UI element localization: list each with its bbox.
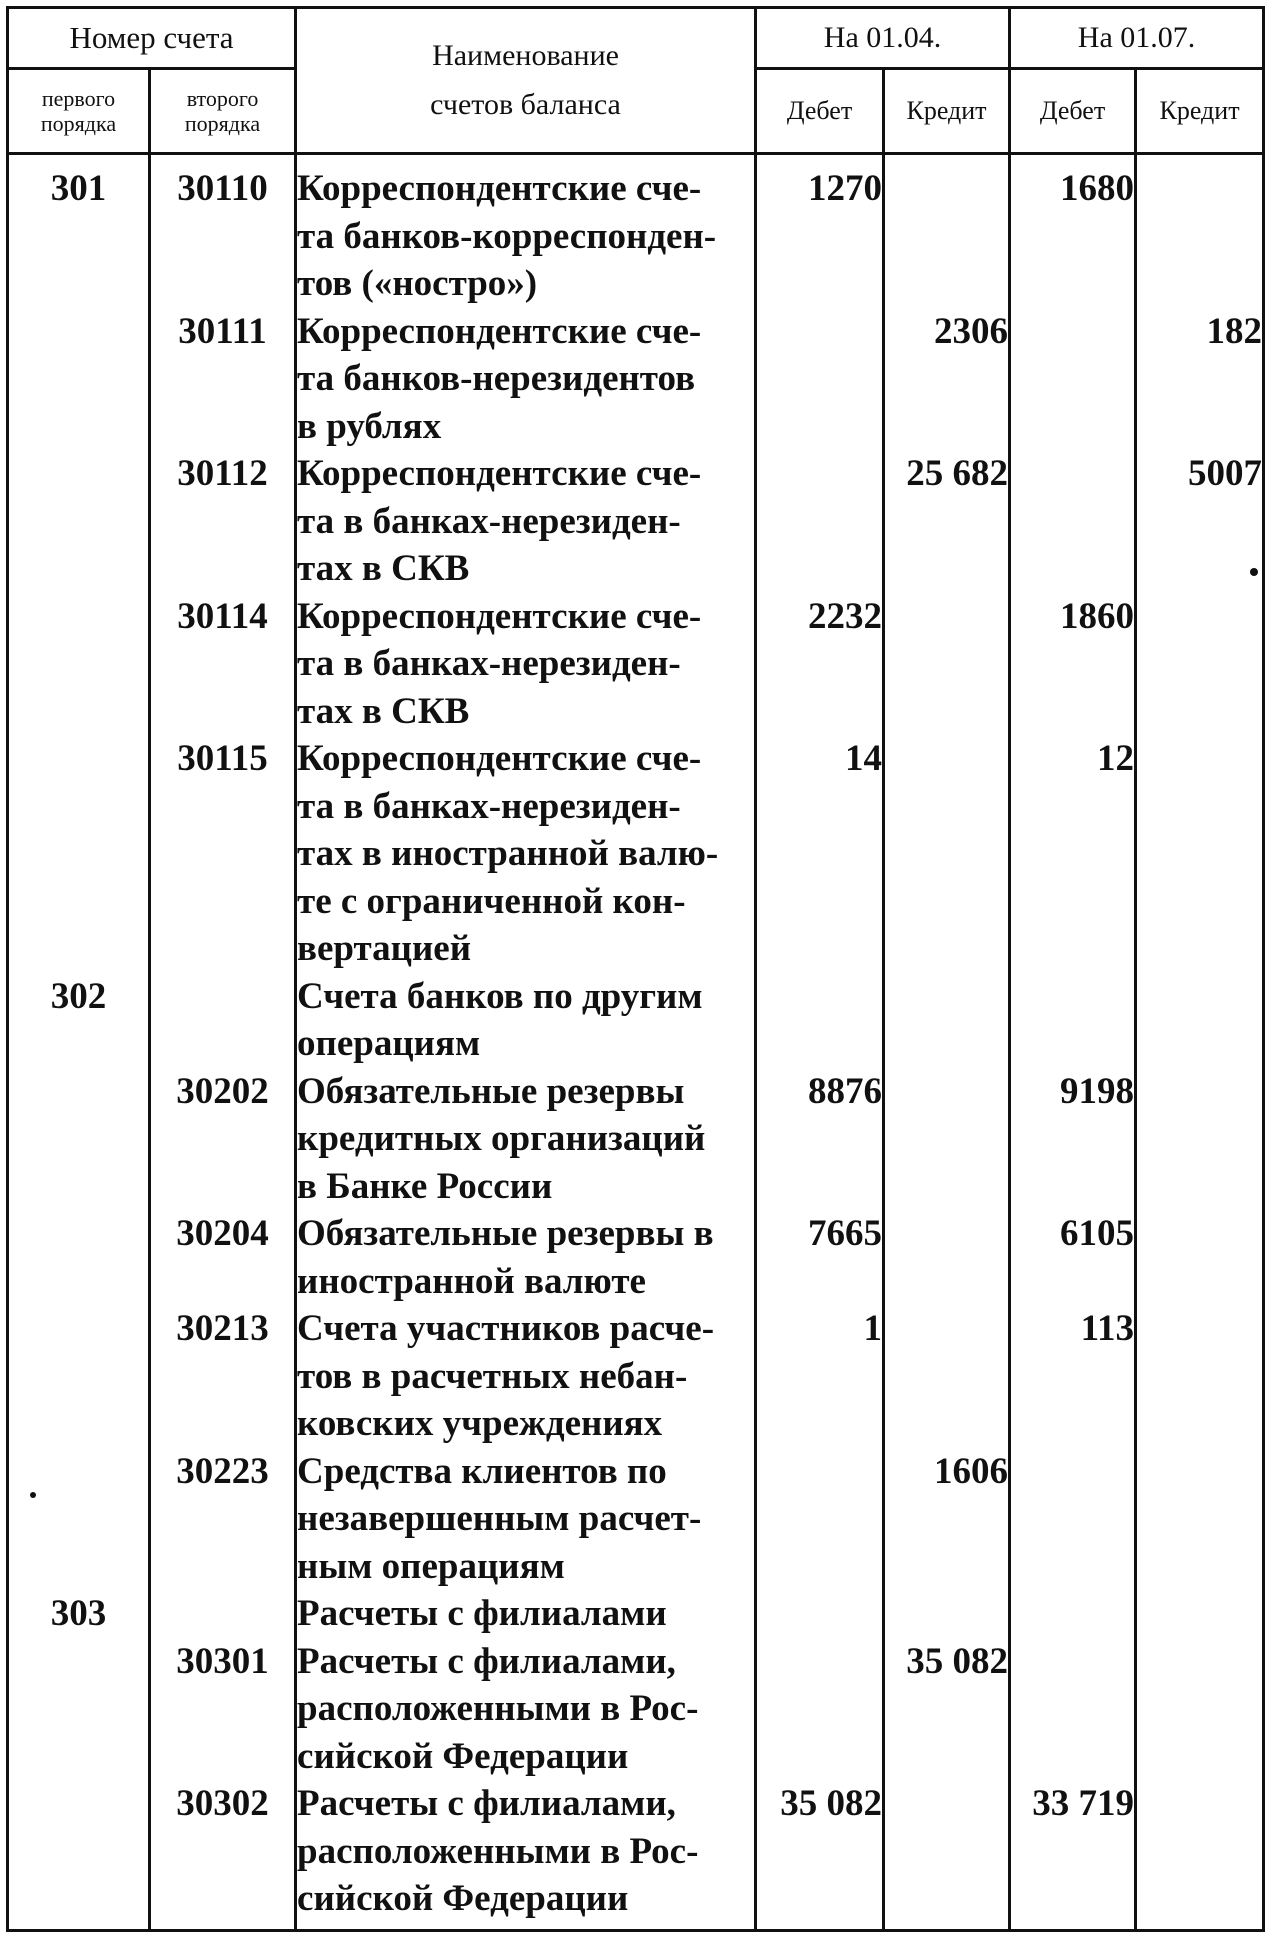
debit-p1 bbox=[756, 1590, 884, 1638]
debit-p2: 12 bbox=[1010, 735, 1136, 973]
table-header bbox=[8, 8, 1264, 154]
credit-p2 bbox=[1136, 154, 1264, 308]
account-name bbox=[296, 154, 756, 308]
account-name-header bbox=[296, 8, 756, 154]
table-row bbox=[8, 450, 1264, 593]
debit-p1: 7665 bbox=[756, 1210, 884, 1305]
credit-p1: 2306 bbox=[884, 308, 1010, 451]
debit-p2: 1860 bbox=[1010, 593, 1136, 736]
account-name-line: Счета банков по другим bbox=[297, 975, 703, 1017]
account-name-line: та банков-нерезидентов bbox=[297, 358, 696, 399]
debit-p1: 1 bbox=[756, 1305, 884, 1448]
table-row bbox=[8, 1590, 1264, 1638]
table-row bbox=[8, 593, 1264, 736]
account-name bbox=[296, 308, 756, 451]
credit-p1 bbox=[884, 1590, 1010, 1638]
account-name-line: та банков-корреспонден- bbox=[297, 215, 717, 257]
debit-p1 bbox=[756, 1638, 884, 1781]
table-row bbox=[8, 1448, 1264, 1591]
account-name-line: ным операциям bbox=[297, 1545, 565, 1587]
table-row bbox=[8, 308, 1264, 451]
debit-p1 bbox=[756, 308, 884, 451]
debit-p2 bbox=[1010, 1590, 1136, 1638]
second-order-account: 30112 bbox=[150, 450, 296, 593]
debit-header-p2: Дебет bbox=[1010, 69, 1136, 154]
second-order-account: 30114 bbox=[150, 593, 296, 736]
account-name bbox=[296, 1068, 756, 1211]
credit-p1 bbox=[884, 1068, 1010, 1211]
table-row bbox=[8, 1780, 1264, 1930]
account-name-line: вертацией bbox=[297, 928, 472, 969]
first-order-line: первого bbox=[41, 85, 116, 111]
second-order-header bbox=[150, 69, 296, 154]
account-name-header-line: Наименование bbox=[432, 39, 619, 72]
account-name-line: иностранной валюте bbox=[297, 1260, 646, 1302]
credit-p2 bbox=[1136, 593, 1264, 736]
second-order-account bbox=[150, 1590, 296, 1638]
second-order-account: 30302 bbox=[150, 1780, 296, 1930]
debit-p1: 8876 bbox=[756, 1068, 884, 1211]
second-order-account: 30213 bbox=[150, 1305, 296, 1448]
account-name bbox=[296, 593, 756, 736]
account-name bbox=[296, 735, 756, 973]
first-order-account: 302 bbox=[8, 973, 150, 1068]
credit-p1 bbox=[884, 735, 1010, 973]
debit-p1 bbox=[756, 450, 884, 593]
second-order-line: порядка bbox=[184, 111, 261, 136]
credit-header-p1: Кредит bbox=[884, 69, 1010, 154]
account-name-line: ковских учреждениях bbox=[297, 1403, 663, 1444]
account-name-line: сийской Федерации bbox=[297, 1878, 629, 1919]
first-order-account bbox=[8, 735, 150, 973]
account-name-line: незавершенным расчет- bbox=[297, 1498, 702, 1539]
debit-p1 bbox=[756, 1448, 884, 1591]
credit-p2 bbox=[1136, 735, 1264, 973]
account-name-line: Расчеты с филиалами, bbox=[297, 1640, 676, 1682]
credit-p1: 25 682 bbox=[884, 450, 1010, 593]
second-order-account: 30204 bbox=[150, 1210, 296, 1305]
account-name-line: сийской Федерации bbox=[297, 1735, 629, 1777]
account-name-line: Обязательные резервы bbox=[297, 1070, 685, 1112]
debit-p2 bbox=[1010, 308, 1136, 451]
first-order-account bbox=[8, 1305, 150, 1448]
account-name-line: тах в иностранной валю- bbox=[297, 833, 719, 874]
credit-p1 bbox=[884, 1210, 1010, 1305]
table-row bbox=[8, 1638, 1264, 1781]
credit-p2 bbox=[1136, 1638, 1264, 1781]
first-order-account bbox=[8, 1068, 150, 1211]
debit-p1: 2232 bbox=[756, 593, 884, 736]
period-2-header: На 01.07. bbox=[1010, 8, 1264, 69]
account-name bbox=[296, 973, 756, 1068]
table-row bbox=[8, 973, 1264, 1068]
account-name-line: в Банке России bbox=[297, 1165, 553, 1207]
account-name-line: расположенными в Рос- bbox=[297, 1688, 699, 1729]
credit-p1 bbox=[884, 593, 1010, 736]
account-name-line: Корреспондентские сче- bbox=[297, 310, 702, 352]
credit-p2 bbox=[1136, 1780, 1264, 1930]
account-name-line: расположенными в Рос- bbox=[297, 1830, 699, 1872]
account-name-line: в рублях bbox=[297, 405, 442, 447]
credit-p2 bbox=[1136, 1068, 1264, 1211]
account-name-line: Средства клиентов по bbox=[297, 1450, 667, 1492]
table-row bbox=[8, 1210, 1264, 1305]
credit-p1: 1606 bbox=[884, 1448, 1010, 1591]
debit-p1: 35 082 bbox=[756, 1780, 884, 1930]
account-name-line: тов в расчетных небан- bbox=[297, 1355, 688, 1397]
first-order-account bbox=[8, 593, 150, 736]
debit-p2: 9198 bbox=[1010, 1068, 1136, 1211]
account-name-line: Расчеты с филиалами bbox=[297, 1593, 667, 1634]
account-name-line: тов («ностро») bbox=[297, 263, 538, 304]
debit-p1 bbox=[756, 973, 884, 1068]
first-order-account bbox=[8, 1638, 150, 1781]
first-order-line: порядка bbox=[40, 111, 117, 136]
account-name bbox=[296, 1780, 756, 1930]
second-order-account: 30110 bbox=[150, 154, 296, 308]
table-row bbox=[8, 1068, 1264, 1211]
debit-p1: 1270 bbox=[756, 154, 884, 308]
first-order-account bbox=[8, 308, 150, 451]
second-order-line: второго bbox=[186, 85, 259, 111]
first-order-account: 301 bbox=[8, 154, 150, 308]
first-order-account bbox=[8, 450, 150, 593]
table-body bbox=[8, 154, 1264, 1931]
debit-p2 bbox=[1010, 1448, 1136, 1591]
second-order-account: 30301 bbox=[150, 1638, 296, 1781]
account-name-line: Корреспондентские сче- bbox=[297, 168, 702, 209]
account-name-line: тах в СКВ bbox=[297, 690, 470, 732]
debit-header-p1: Дебет bbox=[756, 69, 884, 154]
account-name-line: та в банках-нерезиден- bbox=[297, 785, 681, 827]
account-name-line: Корреспондентские сче- bbox=[297, 453, 702, 494]
account-name-line: та в банках-нерезиден- bbox=[297, 643, 681, 684]
credit-p2: 182 bbox=[1136, 308, 1264, 451]
account-name-line: Расчеты с филиалами, bbox=[297, 1783, 676, 1824]
print-speck bbox=[30, 1492, 36, 1498]
credit-p1 bbox=[884, 154, 1010, 308]
account-name-line: те с ограниченной кон- bbox=[297, 880, 686, 922]
debit-p2: 1680 bbox=[1010, 154, 1136, 308]
account-name bbox=[296, 1448, 756, 1591]
credit-p2 bbox=[1136, 1210, 1264, 1305]
credit-p2 bbox=[1136, 973, 1264, 1068]
table-row bbox=[8, 1305, 1264, 1448]
debit-p2: 33 719 bbox=[1010, 1780, 1136, 1930]
period-1-header: На 01.04. bbox=[756, 8, 1010, 69]
credit-p2 bbox=[1136, 1305, 1264, 1448]
credit-p2: 5007 bbox=[1136, 450, 1264, 593]
second-order-account: 30202 bbox=[150, 1068, 296, 1211]
first-order-account bbox=[8, 1448, 150, 1591]
second-order-account: 30111 bbox=[150, 308, 296, 451]
account-name bbox=[296, 1590, 756, 1638]
account-name-line: та в банках-нерезиден- bbox=[297, 500, 681, 542]
credit-p2 bbox=[1136, 1448, 1264, 1591]
credit-p1 bbox=[884, 1305, 1010, 1448]
table-row bbox=[8, 735, 1264, 973]
credit-header-p2: Кредит bbox=[1136, 69, 1264, 154]
account-number-header: Номер счета bbox=[8, 8, 296, 69]
table-row bbox=[8, 154, 1264, 308]
account-name-line: операциям bbox=[297, 1023, 481, 1064]
credit-p2 bbox=[1136, 1590, 1264, 1638]
first-order-account bbox=[8, 1780, 150, 1930]
second-order-account: 30115 bbox=[150, 735, 296, 973]
account-name-line: Счета участников расче- bbox=[297, 1308, 715, 1349]
account-name bbox=[296, 1210, 756, 1305]
debit-p2 bbox=[1010, 450, 1136, 593]
debit-p2: 6105 bbox=[1010, 1210, 1136, 1305]
account-name-line: кредитных организаций bbox=[297, 1118, 706, 1159]
second-order-account bbox=[150, 973, 296, 1068]
account-name-line: Корреспондентские сче- bbox=[297, 738, 702, 779]
print-speck bbox=[1250, 568, 1258, 576]
debit-p2 bbox=[1010, 973, 1136, 1068]
account-name bbox=[296, 1638, 756, 1781]
first-order-header bbox=[8, 69, 150, 154]
credit-p1 bbox=[884, 1780, 1010, 1930]
second-order-account: 30223 bbox=[150, 1448, 296, 1591]
account-name-line: тах в СКВ bbox=[297, 548, 470, 589]
account-name bbox=[296, 1305, 756, 1448]
debit-p2: 113 bbox=[1010, 1305, 1136, 1448]
first-order-account bbox=[8, 1210, 150, 1305]
account-name-line: Корреспондентские сче- bbox=[297, 595, 702, 637]
account-name-line: Обязательные резервы в bbox=[297, 1213, 714, 1254]
debit-p2 bbox=[1010, 1638, 1136, 1781]
balance-accounts-table bbox=[6, 6, 1265, 1932]
credit-p1: 35 082 bbox=[884, 1638, 1010, 1781]
account-name bbox=[296, 450, 756, 593]
credit-p1 bbox=[884, 973, 1010, 1068]
account-name-header-line: счетов баланса bbox=[430, 87, 621, 121]
debit-p1: 14 bbox=[756, 735, 884, 973]
first-order-account: 303 bbox=[8, 1590, 150, 1638]
